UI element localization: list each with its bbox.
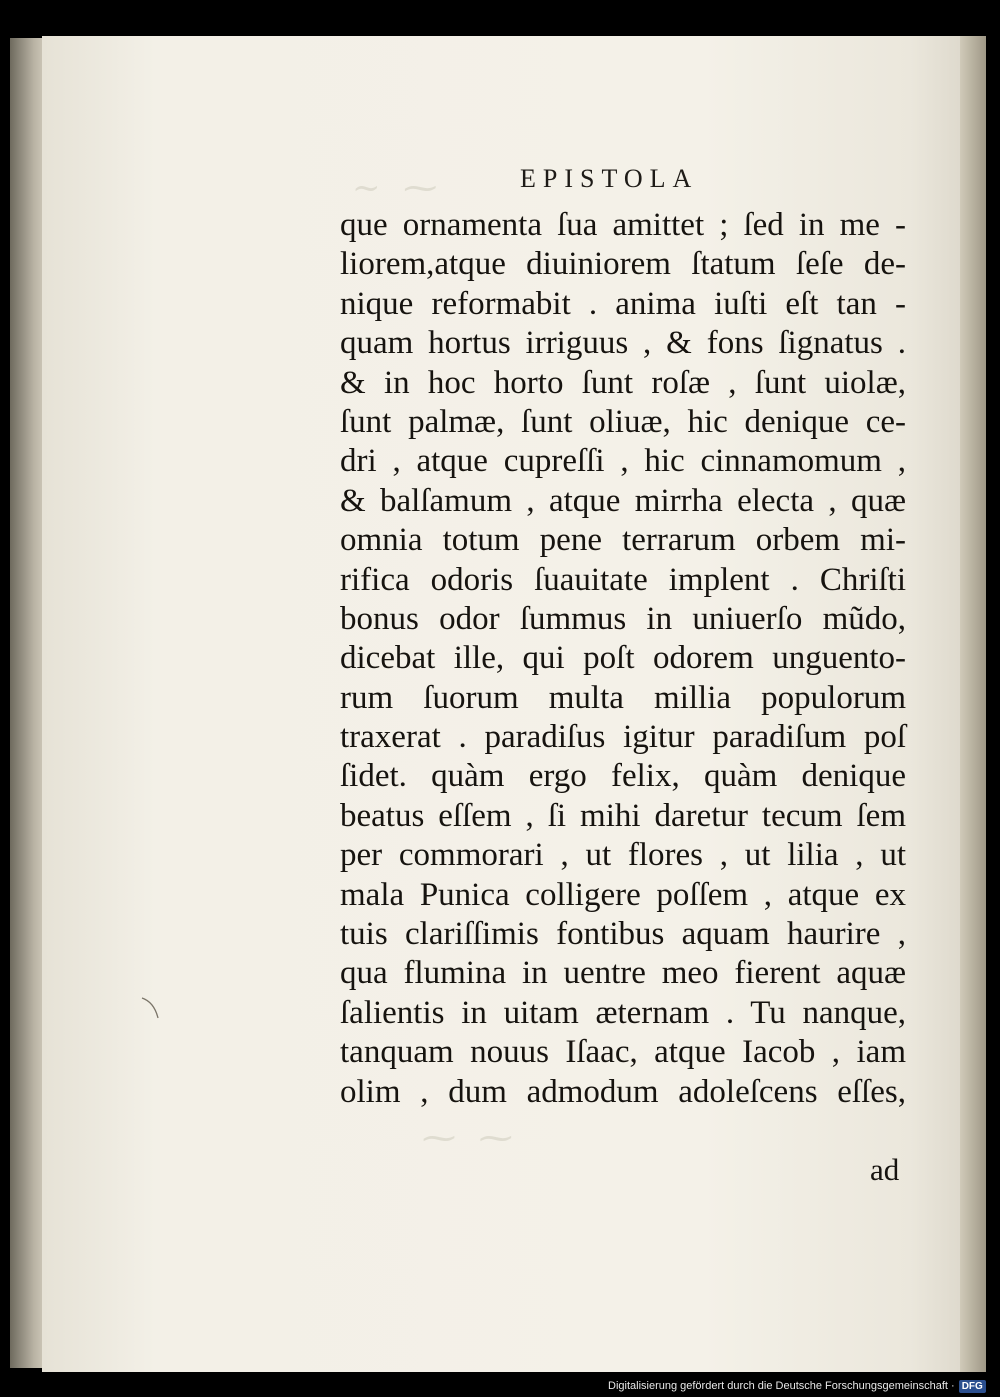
text-line: ſidet. quàm ergo felix, quàm denique [340, 758, 906, 795]
show-through-ghost: ~ ⁓ [352, 168, 444, 208]
dfg-logo-icon: DFG [959, 1380, 986, 1393]
text-line: olim , dum admodum adoleſcens eſſes, [340, 1073, 906, 1110]
text-line: qua flumina in uentre meo fierent aquæ [340, 955, 906, 992]
digitization-credit [608, 1378, 986, 1394]
text-line: que ornamenta ſua amittet ; ſed in me - [340, 207, 906, 243]
text-line: liorem,atque diuiniorem ſtatum ſeſe de- [340, 246, 906, 283]
text-line: & in hoc horto ſunt roſæ , ſunt uiolæ, [340, 364, 906, 401]
text-line: tanquam nouus Iſaac, atque Iacob , iam [340, 1034, 906, 1071]
text-line: tuis clariſſimis fontibus aquam haurire , [340, 916, 906, 953]
text-line: & balſamum , atque mirrha electa , quæ [340, 482, 906, 519]
catchword: ad [870, 1152, 900, 1187]
text-line: bonus odor ſummus in uniuerſo mũdo, [340, 600, 906, 637]
text-line: omnia totum pene terrarum orbem mi- [340, 522, 906, 559]
text-line: mala Punica colligere poſſem , atque ex [340, 876, 906, 913]
text-line: ſunt palmæ, ſunt oliuæ, hic denique ce- [340, 403, 906, 440]
text-line: nique reformabit . anima iuſti eſt tan - [340, 285, 906, 322]
running-head: EPISTOLA [520, 164, 699, 193]
ink-mark-icon [140, 996, 162, 1022]
text-line: traxerat . paradiſus igitur paradiſum poſ [340, 719, 906, 756]
text-line: dicebat ille, qui poſt odorem unguento- [340, 640, 906, 677]
text-line: beatus eſſem , ſi mihi daretur tecum ſem [340, 797, 906, 834]
text-line: dri , atque cupreſſi , hic cinnamomum , [340, 443, 906, 480]
book-page [42, 36, 986, 1372]
page-right-edge [960, 36, 986, 1372]
page-text [340, 206, 906, 1112]
text-line: per commorari , ut flores , ut lilia , ut [340, 837, 906, 874]
text-line: rifica odoris ſuauitate implent . Chriſti [340, 561, 906, 598]
show-through-ghost: ⁓ ⁓ [422, 1118, 519, 1158]
text-line: quam hortus irriguus , & fons ſignatus . [340, 325, 906, 362]
text-line: ſalientis in uitam æternam . Tu nanque, [340, 994, 906, 1031]
credit-text: Digitalisierung gefördert durch die Deutsche Forschungsgemeinschaft · [608, 1380, 955, 1392]
text-line: rum ſuorum multa millia populorum [340, 679, 906, 716]
